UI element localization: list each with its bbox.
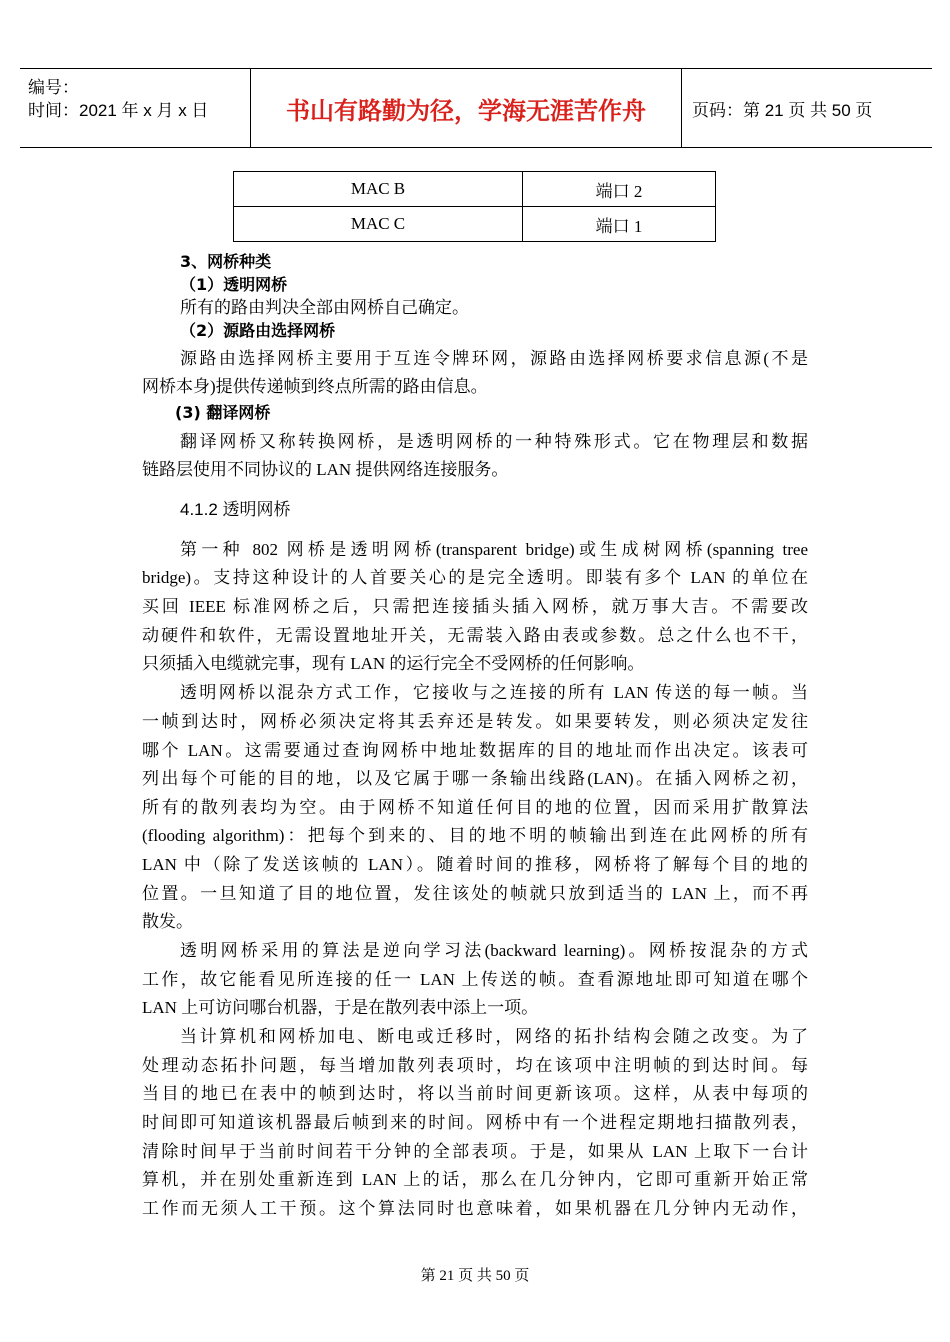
paragraph-line: 第一种 802 网桥是透明网桥(transparent bridge)或生成树网桥(spanning tree <box>180 540 808 559</box>
header-page-cell <box>682 69 932 147</box>
paragraph-line: (flooding algorithm)：把每个到来的、目的地不明的帧输出到连在此网桥的所有 <box>142 826 808 845</box>
paragraph-line: LAN 中（除了发送该帧的 LAN）。随着时间的推移，网桥将了解每个目的地的 <box>142 855 808 874</box>
table-row <box>234 172 716 207</box>
paragraph-line: 工作而无须人工干预。这个算法同时也意味着，如果机器在几分钟内无动作， <box>142 1199 808 1218</box>
paragraph-line: 算机，并在别处重新连到 LAN 上的话，那么在几分钟内，它即可重新开始正常 <box>142 1170 808 1189</box>
doc-date-label: 时间：2021 年 x 月 x 日 <box>28 101 209 120</box>
paragraph-line: 时间即可知道该机器最后帧到来的时间。网桥中有一个进程定期地扫描散列表， <box>142 1113 808 1132</box>
header-motto: 书山有路勤为径，学海无涯苦作舟 <box>286 96 646 125</box>
paragraph-line: 处理动态拓扑问题，每当增加散列表项时，均在该项中注明帧的到达时间。每 <box>142 1056 808 1075</box>
paragraph-line: LAN 上可访问哪台机器，于是在散列表中添上一项。 <box>142 998 539 1017</box>
header-motto-cell <box>251 69 682 147</box>
paragraph-line: 散发。 <box>142 912 193 931</box>
section-title: 4.1.2 透明网桥 <box>180 500 291 519</box>
mac-cell: MAC C <box>234 207 523 242</box>
paragraph-line: 所有的散列表均为空。由于网桥不知道任何目的地的位置，因而采用扩散算法 <box>142 798 808 817</box>
port-cell: 端口 1 <box>523 207 716 242</box>
port-cell: 端口 2 <box>523 172 716 207</box>
header-meta <box>20 69 251 147</box>
paragraph-line: bridge)。支持这种设计的人首要关心的是完全透明。即装有多个 LAN 的单位在 <box>142 568 808 587</box>
paragraph-line: 透明网桥采用的算法是逆向学习法(backward learning)。网桥按混杂的方式 <box>180 941 808 960</box>
paragraph-line: 工作，故它能看见所连接的任一 LAN 上传送的帧。查看源地址即可知道在哪个 <box>142 970 808 989</box>
paragraph-line: 源路由选择网桥主要用于互连令牌环网，源路由选择网桥要求信息源(不是 <box>180 349 808 368</box>
paragraph-line: 只须插入电缆就完事，现有 LAN 的运行完全不受网桥的任何影响。 <box>142 654 645 673</box>
heading-translation-bridge: (3) 翻译网桥 <box>175 403 271 422</box>
paragraph-line: 动硬件和软件，无需设置地址开关，无需装入路由表或参数。总之什么也不干， <box>142 626 808 645</box>
mac-port-table <box>233 171 716 242</box>
mac-cell: MAC B <box>234 172 523 207</box>
header-page-info: 页码：第 21 页 共 50 页 <box>692 100 873 120</box>
page-header <box>20 68 932 148</box>
paragraph-line: 一帧到达时，网桥必须决定将其丢弃还是转发。如果要转发，则必须决定发往 <box>142 712 808 731</box>
doc-number-label: 编号： <box>28 78 79 97</box>
paragraph-line: 所有的路由判决全部由网桥自己确定。 <box>180 298 469 317</box>
paragraph-line: 买回 IEEE 标准网桥之后，只需把连接插头插入网桥，就万事大吉。不需要改 <box>142 597 808 616</box>
paragraph-line: 链路层使用不同协议的 LAN 提供网络连接服务。 <box>142 460 509 479</box>
heading-transparent-bridge: （1）透明网桥 <box>180 275 288 294</box>
paragraph-line: 列出每个可能的目的地，以及它属于哪一条输出线路(LAN)。在插入网桥之初， <box>142 769 808 788</box>
paragraph-line: 网桥本身)提供传递帧到终点所需的路由信息。 <box>142 377 488 396</box>
heading-bridge-kinds: 3、网桥种类 <box>180 252 272 271</box>
heading-source-route-bridge: （2）源路由选择网桥 <box>180 321 336 340</box>
page-footer: 第 21 页 共 50 页 <box>420 1268 530 1284</box>
paragraph-line: 翻译网桥又称转换网桥，是透明网桥的一种特殊形式。它在物理层和数据 <box>180 432 808 451</box>
paragraph-line: 透明网桥以混杂方式工作，它接收与之连接的所有 LAN 传送的每一帧。当 <box>180 683 808 702</box>
paragraph-line: 当目的地已在表中的帧到达时，将以当前时间更新该项。这样，从表中每项的 <box>142 1084 808 1103</box>
paragraph-line: 清除时间早于当前时间若干分钟的全部表项。于是，如果从 LAN 上取下一台计 <box>142 1142 808 1161</box>
paragraph-line: 哪个 LAN。这需要通过查询网桥中地址数据库的目的地址而作出决定。该表可 <box>142 741 808 760</box>
paragraph-line: 当计算机和网桥加电、断电或迁移时，网络的拓扑结构会随之改变。为了 <box>180 1027 808 1046</box>
paragraph-line: 位置。一旦知道了目的地位置，发往该处的帧就只放到适当的 LAN 上，而不再 <box>142 884 808 903</box>
table-row <box>234 207 716 242</box>
